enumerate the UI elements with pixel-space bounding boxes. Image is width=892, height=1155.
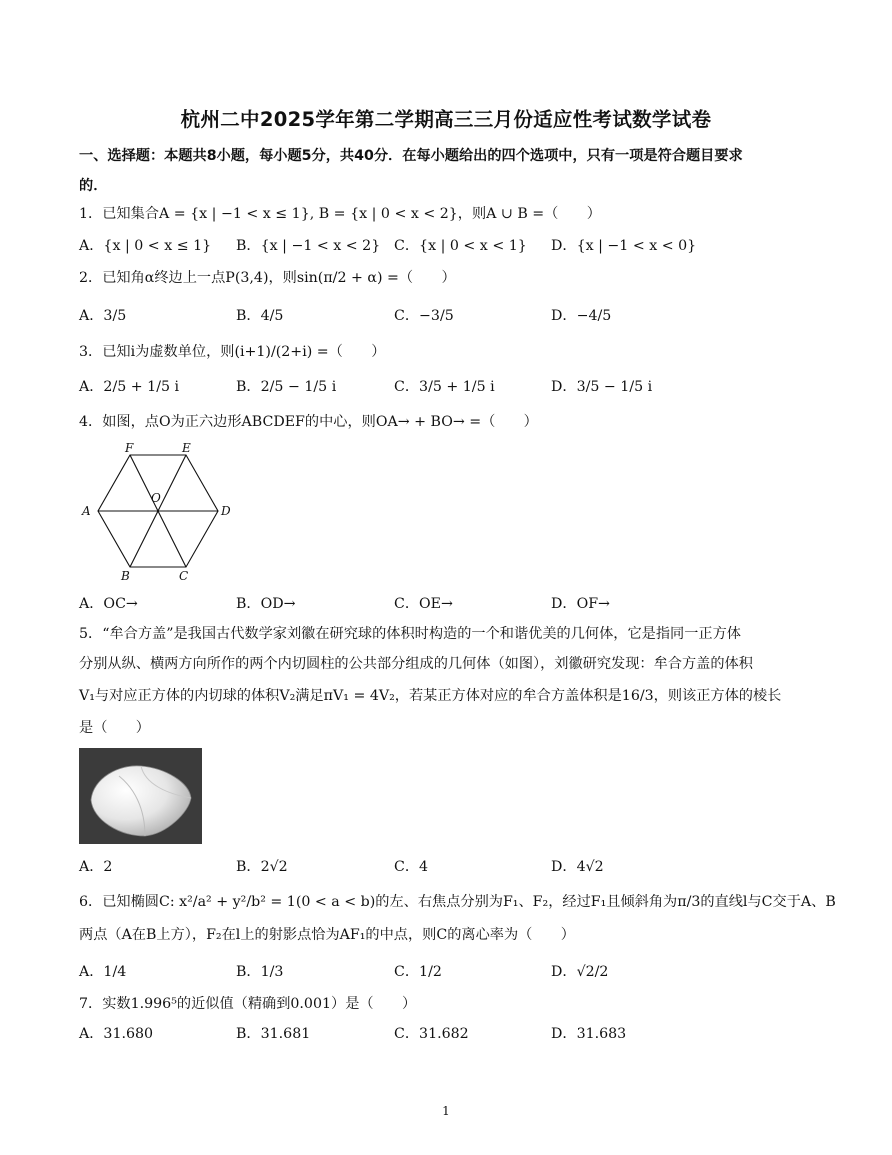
q4-option-b: B．OD→	[236, 596, 296, 612]
q7-option-a: A．31.680	[79, 1026, 154, 1042]
q3-option-c: C．3/5 + 1/5 i	[394, 379, 495, 395]
q6-option-a: A．1/4	[79, 964, 127, 980]
q5-option-c: C．4	[394, 859, 429, 875]
mouhe-fanggai-image	[79, 748, 202, 844]
q2-option-c: C．−3/5	[394, 308, 454, 324]
q1-option-b: B．{x | −1 < x < 2}	[236, 238, 381, 254]
q2-option-d: D．−4/5	[551, 308, 612, 324]
q1-option-c: C．{x | 0 < x < 1}	[394, 238, 527, 254]
q7-option-c: C．31.682	[394, 1026, 469, 1042]
q3-option-b: B．2/5 − 1/5 i	[236, 379, 337, 395]
question-6-stem-1: 6．已知椭圆C: x²/a² + y²/b² = 1(0 < a < b)的左、右焦点分别为F₁、F₂，经过F₁且倾斜角为π/3的直线l与C交于A、B	[79, 894, 836, 910]
page-number: 1	[442, 1104, 450, 1118]
q7-option-b: B．31.681	[236, 1026, 311, 1042]
q4-option-a: A．OC→	[79, 596, 138, 612]
q5-option-a: A．2	[79, 859, 113, 875]
question-7-stem: 7．实数1.996⁵的近似值（精确到0.001）是（ ）	[79, 996, 417, 1012]
q5-option-b: B．2√2	[236, 859, 288, 875]
q5-option-d: D．4√2	[551, 859, 604, 875]
q3-option-a: A．2/5 + 1/5 i	[79, 379, 180, 395]
question-2-stem: 2．已知角α终边上一点P(3,4)，则sin(π/2 + α) =（ ）	[79, 270, 456, 286]
label-b: B	[121, 569, 130, 583]
q6-option-d: D．√2/2	[551, 964, 609, 980]
label-c: C	[179, 569, 189, 583]
q4-option-d: D．OF→	[551, 596, 610, 612]
section-heading: 一、选择题：本题共8小题，每小题5分，共40分．在每小题给出的四个选项中，只有一项是符合题目要求	[79, 148, 743, 164]
q4-option-c: C．OE→	[394, 596, 453, 612]
question-5-stem-1: 5．“牟合方盖”是我国古代数学家刘徽在研究球的体积时构造的一个和谐优美的几何体，它是指同一正方体	[79, 626, 741, 642]
q3-option-d: D．3/5 − 1/5 i	[551, 379, 653, 395]
q2-option-a: A．3/5	[79, 308, 127, 324]
label-e: E	[182, 441, 191, 455]
question-5-stem-4: 是（ ）	[79, 720, 150, 736]
question-5-stem-2: 分别从纵、横两方向所作的两个内切圆柱的公共部分组成的几何体（如图），刘徽研究发现：牟合方盖的体积	[79, 656, 753, 672]
label-f: F	[125, 441, 134, 455]
question-4-stem: 4．如图，点O为正六边形ABCDEF的中心，则OA→ + BO→ =（ ）	[79, 414, 538, 430]
q1-option-a: A．{x | 0 < x ≤ 1}	[79, 238, 212, 254]
q6-option-c: C．1/2	[394, 964, 442, 980]
question-5-stem-3: V₁与对应正方体的内切球的体积V₂满足πV₁ = 4V₂，若某正方体对应的牟合方盖体积是16/3，则该正方体的棱长	[79, 688, 782, 704]
q2-option-b: B．4/5	[236, 308, 284, 324]
section-heading-cont: 的．	[79, 178, 108, 194]
question-3-stem: 3．已知i为虚数单位，则(i+1)/(2+i) =（ ）	[79, 344, 386, 360]
question-1-stem: 1．已知集合A = {x | −1 < x ≤ 1}, B = {x | 0 < x < 2}，则A ∪ B =（ ）	[79, 206, 601, 222]
hexagon-figure	[78, 440, 238, 584]
q6-option-b: B．1/3	[236, 964, 284, 980]
q7-option-d: D．31.683	[551, 1026, 627, 1042]
label-d: D	[221, 504, 231, 518]
page-title: 杭州二中2025学年第二学期高三三月份适应性考试数学试卷	[180, 108, 712, 131]
q1-option-d: D．{x | −1 < x < 0}	[551, 238, 697, 254]
question-6-stem-2: 两点（A在B上方），F₂在l上的射影点恰为AF₁的中点，则C的离心率为（ ）	[79, 927, 575, 943]
label-o: O	[151, 491, 161, 505]
label-a: A	[82, 504, 91, 518]
